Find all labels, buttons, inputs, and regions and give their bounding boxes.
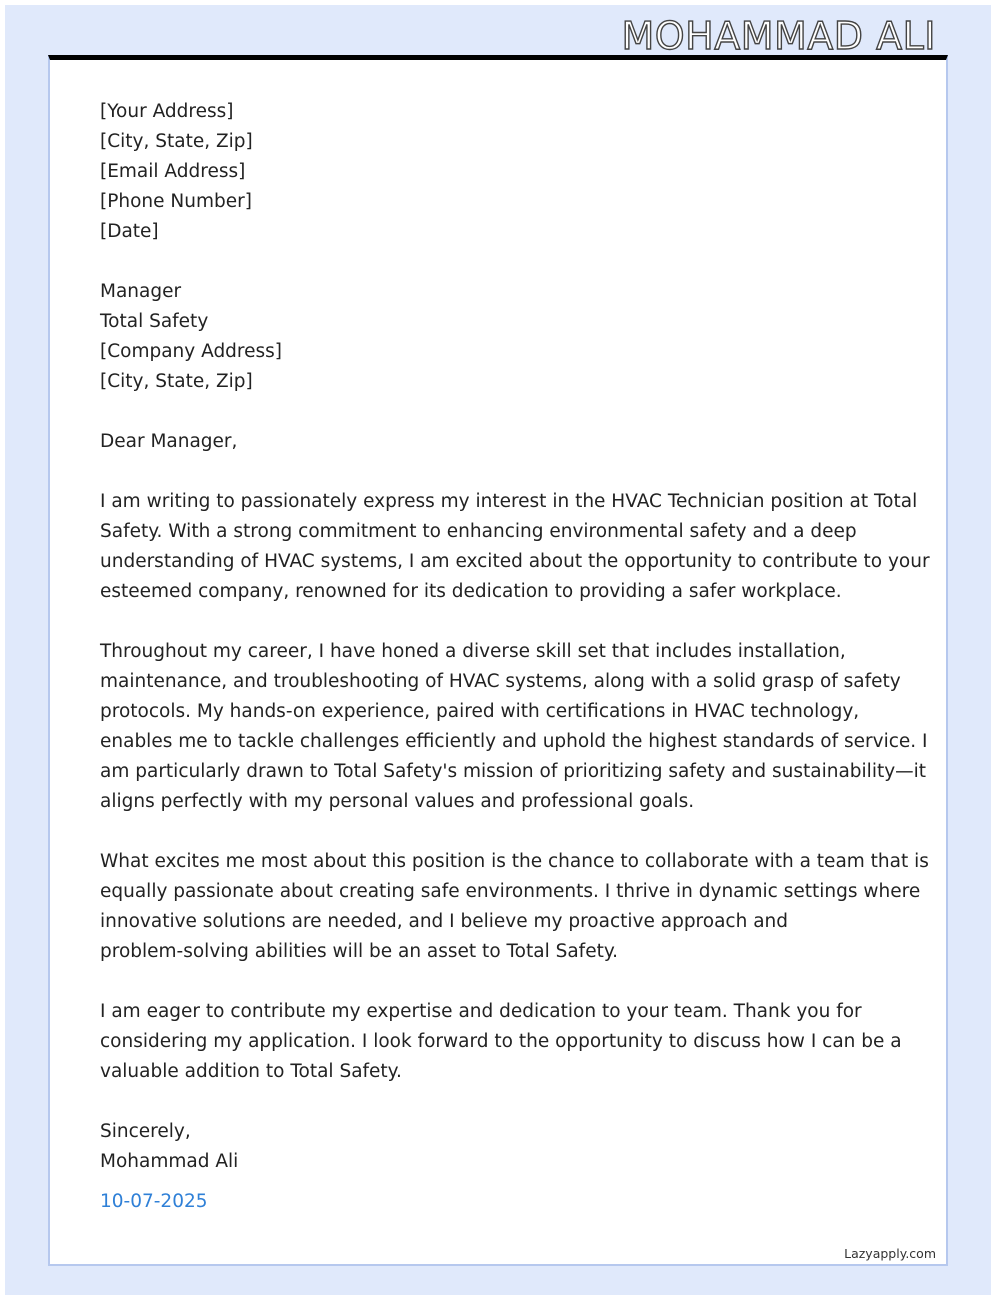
paragraph-line: am particularly drawn to Total Safety's mission of prioritizing safety and sustainability—it [100,761,927,782]
recipient-city-state-zip: [City, State, Zip] [100,371,253,392]
letter-date: 10-07-2025 [100,1191,208,1212]
paragraph-line: enables me to tackle challenges efficiently and uphold the highest standards of service. I [100,731,928,752]
closing-text: Sincerely, [100,1121,191,1142]
salutation-text: Dear Manager, [100,431,238,452]
paragraph-line: considering my application. I look forward to the opportunity to discuss how I can be a [100,1031,902,1052]
salutation [100,427,900,457]
signature-name: Mohammad Ali [100,1151,239,1172]
paragraph-line: understanding of HVAC systems, I am excited about the opportunity to contribute to your [100,551,930,572]
sender-date: [Date] [100,221,159,242]
paragraph-line: innovative solutions are needed, and I believe my proactive approach and [100,911,788,932]
sender-city-state-zip: [City, State, Zip] [100,131,253,152]
paragraph-2 [100,637,928,817]
paragraph-1 [100,487,930,607]
paragraph-line: I am eager to contribute my expertise and dedication to your team. Thank you for [100,1001,862,1022]
recipient-address: [Company Address] [100,341,283,362]
header-name: MOHAMMAD ALI [621,14,936,58]
paragraph-line: problem-solving abilities will be an asset to Total Safety. [100,941,619,962]
watermark-text: Lazyapply.com [844,1246,936,1261]
recipient-info [100,277,900,397]
sender-address: [Your Address] [100,101,234,122]
recipient-company: Total Safety [100,311,209,332]
paragraph-line: maintenance, and troubleshooting of HVAC systems, along with a solid grasp of safety [100,671,901,692]
paragraph-line: esteemed company, renowned for its dedication to providing a safer workplace. [100,581,842,602]
paragraph-line: Safety. With a strong commitment to enhancing environmental safety and a deep [100,521,857,542]
paragraph-line: aligns perfectly with my personal values and professional goals. [100,791,695,812]
sign-off [100,1117,900,1217]
paragraph-line: equally passionate about creating safe environments. I thrive in dynamic settings where [100,881,921,902]
paragraph-line: valuable addition to Total Safety. [100,1061,402,1082]
sender-phone: [Phone Number] [100,191,252,212]
paragraph-4 [100,997,900,1087]
paragraph-line: Throughout my career, I have honed a diverse skill set that includes installation, [100,641,846,662]
paragraph-line: What excites me most about this position is the chance to collaborate with a team that is [100,851,929,872]
paragraph-line: I am writing to passionately express my interest in the HVAC Technician position at Total [100,491,918,512]
sender-info [100,97,900,247]
paragraph-3 [100,847,929,967]
recipient-title: Manager [100,281,182,302]
letter-body [100,97,930,1217]
paragraph-line: protocols. My hands-on experience, paired with certifications in HVAC technology, [100,701,860,722]
sender-email: [Email Address] [100,161,246,182]
